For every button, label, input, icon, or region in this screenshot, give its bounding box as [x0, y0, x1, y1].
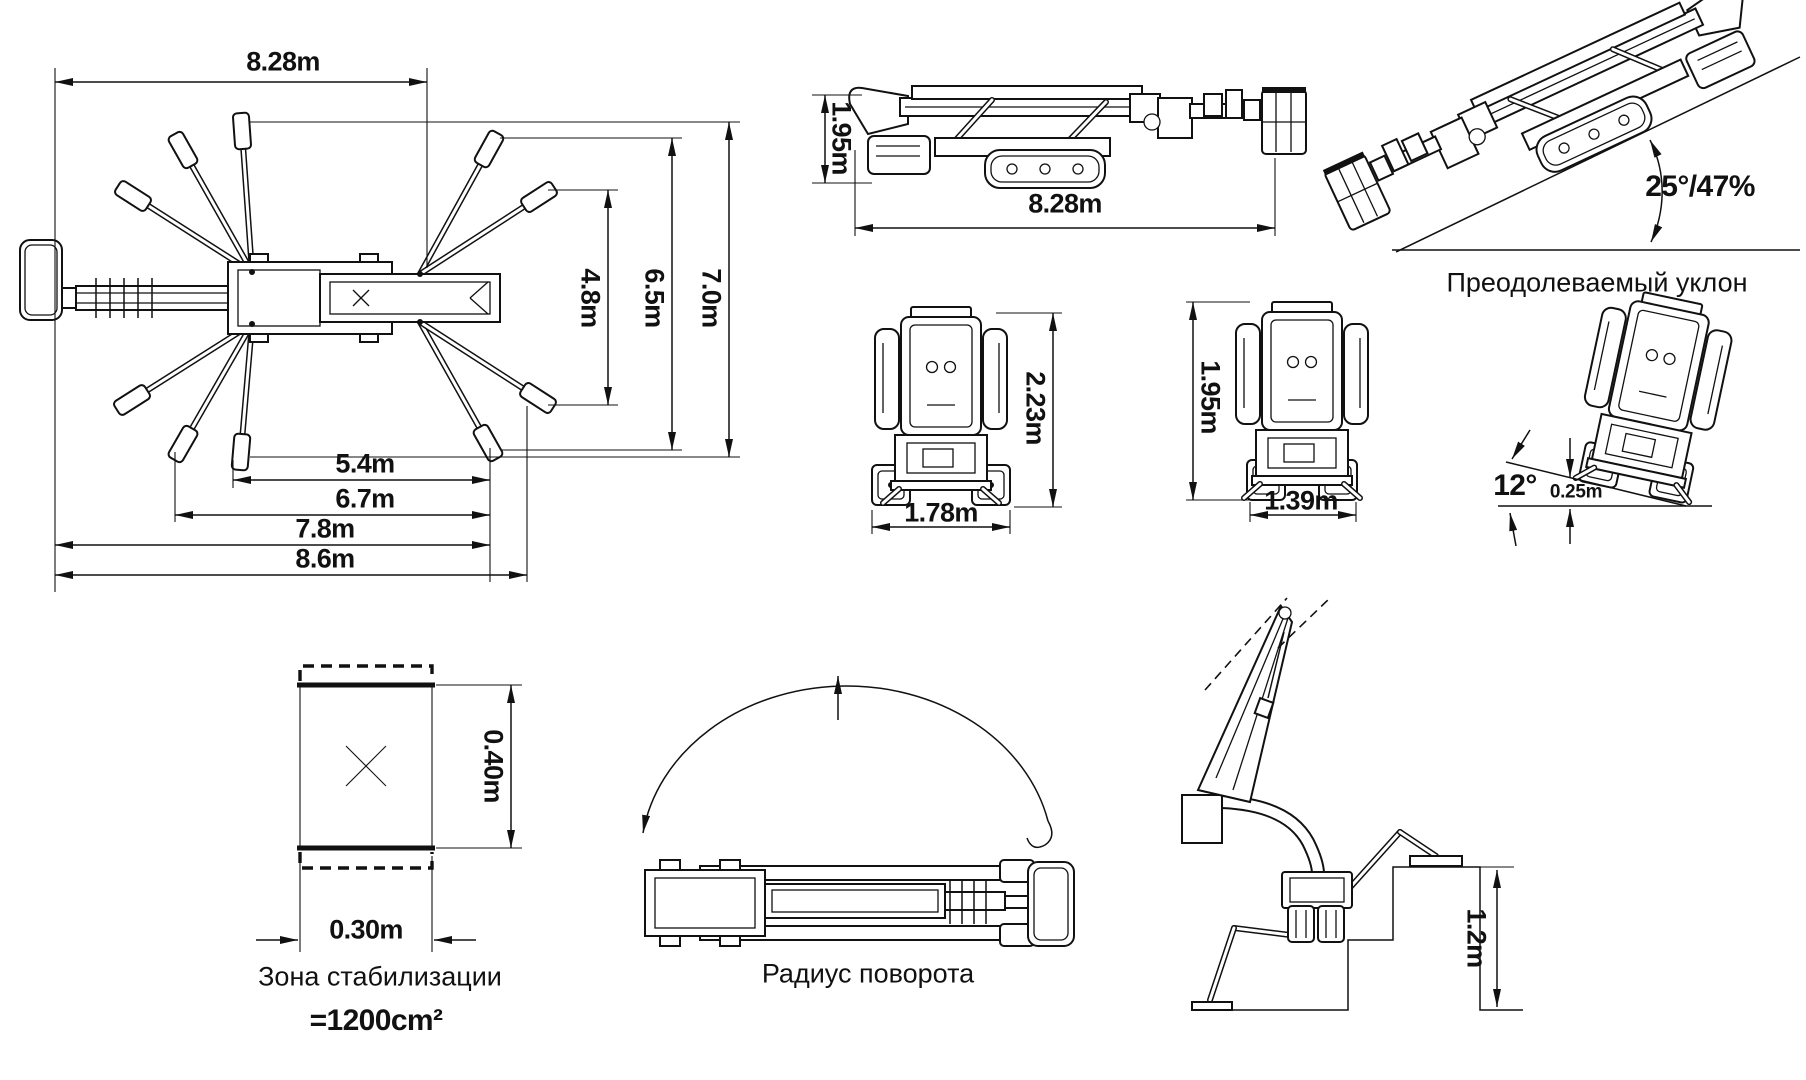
front-stowed-width-label: 1.39m [1264, 485, 1338, 516]
plan-overall-length-label: 8.28m [246, 46, 320, 77]
plan-span-mid-label: 6.5m [639, 268, 670, 328]
plan-width-2-label: 6.7m [335, 483, 395, 514]
stabilization-zone-drawing [256, 666, 522, 952]
gradeability-angle-label: 25°/47% [1645, 170, 1755, 203]
slope-view-drawing [1322, 0, 1800, 262]
front-outriggers-width-label: 1.78m [904, 497, 978, 528]
stabilization-area-label: =1200cm² [309, 1004, 443, 1037]
plan-span-outer-label: 7.0m [696, 268, 727, 328]
lateral-slope-angle-label: 12° [1493, 469, 1537, 502]
side-length-label: 8.28m [1028, 188, 1102, 219]
stabilization-width-label: 0.30m [329, 914, 403, 945]
plan-width-1-label: 5.4m [335, 448, 395, 479]
stabilization-caption: Зона стабилизации [258, 961, 502, 992]
stabilization-length-label: 0.40m [478, 729, 509, 803]
front-outriggers-height-label: 2.23m [1020, 371, 1051, 445]
gradeability-caption: Преодолеваемый уклон [1446, 267, 1748, 298]
plan-width-3-label: 7.8m [295, 513, 355, 544]
turning-radius-caption: Радиус поворота [761, 958, 975, 989]
turning-radius-drawing [643, 676, 1074, 946]
front-stowed-height-label: 1.95m [1195, 360, 1226, 434]
side-height-label: 1.95m [826, 101, 857, 175]
step-height-label: 1.2m [1461, 908, 1492, 968]
plan-span-inner-label: 4.8m [575, 268, 606, 328]
lateral-slope-view-drawing [1498, 285, 1738, 546]
lateral-slope-clearance-label: 0.25m [1549, 481, 1603, 503]
plan-width-4-label: 8.6m [295, 543, 355, 574]
